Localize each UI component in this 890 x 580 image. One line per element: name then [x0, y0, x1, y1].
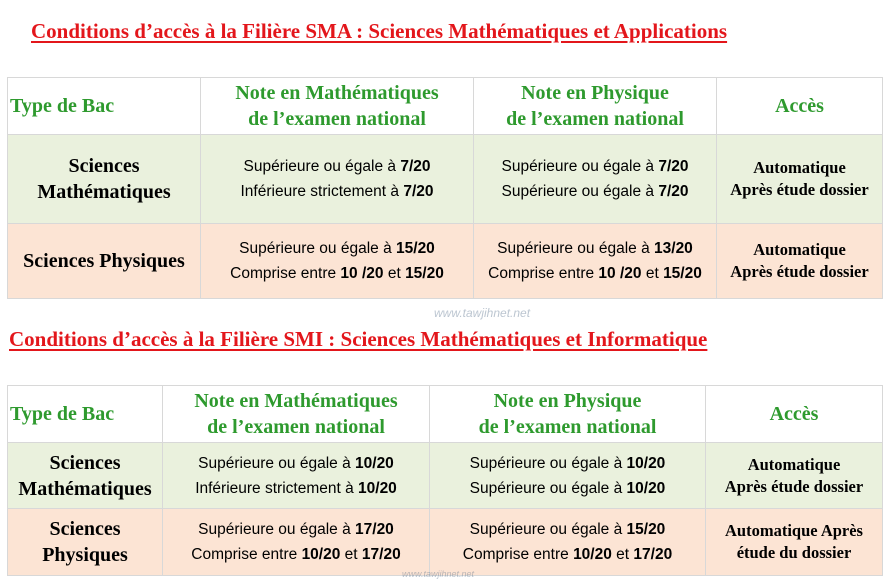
condition-line: [201, 154, 473, 179]
header-type-de-bac: Type de Bac: [8, 78, 201, 135]
condition-line: [474, 261, 716, 286]
bac-line: Mathématiques: [37, 181, 171, 203]
grade-value: 7/20: [400, 158, 431, 175]
acces-cell: [706, 443, 883, 509]
condition-text: Supérieure ou égale à: [243, 158, 401, 175]
condition-line: [430, 542, 705, 567]
math-condition-cell: [201, 135, 474, 224]
condition-text: Comprise entre: [191, 546, 302, 563]
smi-conditions-table: [7, 385, 883, 576]
header-line: Note en Physique: [493, 390, 642, 412]
physique-condition-cell: [474, 135, 717, 224]
condition-text: Supérieure ou égale à: [198, 521, 356, 538]
bac-type-cell: [8, 443, 163, 509]
header-type-de-bac: Type de Bac: [8, 386, 163, 443]
grade-value: 15/20: [396, 240, 435, 257]
bac-line: Mathématiques: [18, 477, 152, 500]
watermark-text: www.tawjihnet.net: [402, 569, 475, 579]
grade-value: 10/20: [355, 454, 394, 472]
math-condition-cell: [163, 509, 430, 576]
header-acces: Accès: [706, 386, 883, 443]
table-row: [8, 224, 883, 299]
header-line: Note en Mathématiques: [235, 82, 439, 104]
grade-value: 10/20: [626, 479, 666, 497]
grade-value: 10/20: [626, 454, 666, 472]
grade-value: 13/20: [654, 240, 693, 257]
condition-text: Supérieure ou égale à: [239, 240, 397, 257]
acces-line: Automatique: [753, 240, 846, 259]
header-line: Note en Mathématiques: [194, 390, 398, 412]
table-row: [8, 135, 883, 224]
bac-line: Sciences: [68, 155, 140, 177]
grade-value: 17/20: [633, 546, 673, 563]
condition-text: et: [611, 546, 634, 563]
table-row: [8, 509, 883, 576]
acces-cell: [717, 135, 883, 224]
table-header-row: [8, 78, 883, 135]
condition-line: [163, 451, 429, 476]
condition-text: Supérieure ou égale à: [501, 158, 659, 175]
condition-line: [201, 261, 473, 286]
math-condition-cell: [201, 224, 474, 299]
physique-condition-cell: [430, 443, 706, 509]
header-line: Note en Physique: [521, 82, 669, 104]
smi-title: Conditions d’accès à la Filière SMI : Sciences Mathématiques et Informatique: [9, 327, 708, 351]
sma-conditions-table: [7, 77, 883, 299]
bac-line: Physiques: [42, 544, 128, 566]
condition-text: Comprise entre: [462, 546, 574, 563]
bac-type-cell: [8, 135, 201, 224]
condition-line: [474, 179, 716, 204]
header-acces: Accès: [717, 78, 883, 135]
condition-text: et: [641, 265, 664, 282]
header-note-math: [201, 78, 474, 135]
acces-cell: [706, 509, 883, 576]
physique-condition-cell: [430, 509, 706, 576]
condition-line: [201, 236, 473, 261]
condition-text: Supérieure ou égale à: [497, 240, 655, 257]
header-line: de l’examen national: [506, 108, 684, 130]
condition-line: [201, 179, 473, 204]
grade-value: 10/20: [573, 546, 612, 563]
condition-line: [474, 236, 716, 261]
math-condition-cell: [163, 443, 430, 509]
acces-line: étude du dossier: [736, 543, 852, 562]
grade-value: 10 /20: [598, 265, 642, 282]
acces-line: Automatique: [753, 158, 846, 177]
condition-line: [430, 517, 705, 542]
condition-text: Comprise entre: [488, 265, 599, 282]
condition-line: [430, 451, 705, 476]
condition-line: [430, 476, 705, 501]
grade-value: 10/20: [358, 479, 397, 497]
header-line: de l’examen national: [248, 108, 426, 130]
grade-value: 15/20: [405, 265, 444, 282]
sma-title: Conditions d’accès à la Filière SMA : Sciences Mathématiques et Applications: [31, 19, 728, 43]
acces-line: Après étude dossier: [730, 262, 869, 281]
header-line: de l’examen national: [207, 416, 385, 438]
grade-value: 10 /20: [340, 265, 384, 282]
acces-cell: [717, 224, 883, 299]
condition-text: et: [340, 546, 362, 563]
acces-line: Automatique Après: [725, 521, 863, 540]
bac-type-cell: Sciences Physiques: [8, 224, 201, 299]
header-line: de l’examen national: [478, 416, 657, 438]
watermark-text: www.tawjihnet.net: [434, 306, 531, 320]
condition-line: [163, 542, 429, 567]
header-note-math: [163, 386, 430, 443]
condition-line: [474, 154, 716, 179]
acces-line: Après étude dossier: [730, 180, 869, 199]
grade-value: 7/20: [403, 183, 434, 200]
acces-line: Automatique: [747, 454, 841, 474]
condition-text: et: [383, 265, 406, 282]
table-header-row: [8, 386, 883, 443]
grade-value: 17/20: [355, 521, 394, 538]
condition-line: [163, 517, 429, 542]
grade-value: 17/20: [361, 546, 401, 563]
condition-text: Inférieure strictement à: [240, 183, 404, 200]
bac-line: Sciences: [49, 518, 121, 540]
condition-text: Inférieure strictement à: [195, 479, 359, 497]
condition-text: Supérieure ou égale à: [469, 521, 627, 538]
bac-type-cell: [8, 509, 163, 576]
condition-text: Supérieure ou égale à: [469, 454, 627, 472]
grade-value: 15/20: [626, 521, 666, 538]
condition-text: Comprise entre: [230, 265, 341, 282]
grade-value: 15/20: [663, 265, 702, 282]
condition-text: Supérieure ou égale à: [469, 479, 627, 497]
table-row: [8, 443, 883, 509]
acces-line: Après étude dossier: [724, 476, 864, 496]
grade-value: 10/20: [301, 546, 341, 563]
header-note-physique: [474, 78, 717, 135]
grade-value: 7/20: [658, 183, 689, 200]
bac-line: Sciences: [49, 451, 121, 474]
grade-value: 7/20: [658, 158, 689, 175]
condition-line: [163, 476, 429, 501]
condition-text: Supérieure ou égale à: [501, 183, 659, 200]
condition-text: Supérieure ou égale à: [198, 454, 356, 472]
header-note-physique: [430, 386, 706, 443]
physique-condition-cell: [474, 224, 717, 299]
